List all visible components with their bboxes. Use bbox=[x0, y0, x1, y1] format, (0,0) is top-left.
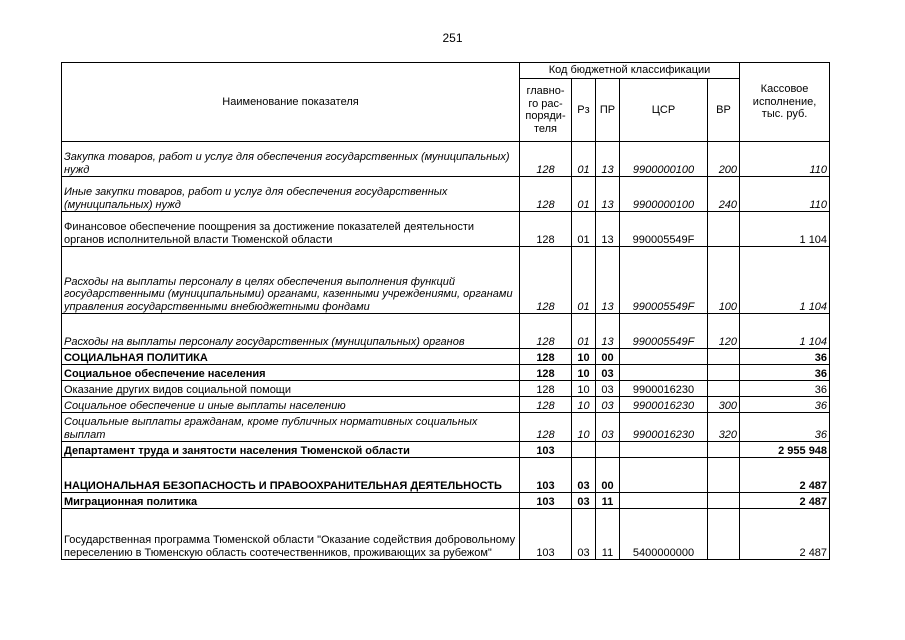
cell-glavny: 128 bbox=[520, 381, 572, 397]
cell-name: Расходы на выплаты персоналу государственных (муниципальных) органов bbox=[62, 314, 520, 349]
cell-vr bbox=[708, 381, 740, 397]
cell-rz: 01 bbox=[572, 314, 596, 349]
cell-rz: 10 bbox=[572, 397, 596, 413]
table-row bbox=[62, 381, 830, 397]
cell-pr: 00 bbox=[596, 458, 620, 493]
cell-rz: 01 bbox=[572, 142, 596, 177]
cell-amount: 2 487 bbox=[740, 458, 830, 493]
cell-csr: 5400000000 bbox=[620, 509, 708, 560]
cell-rz: 03 bbox=[572, 509, 596, 560]
cell-glavny: 128 bbox=[520, 365, 572, 381]
cell-pr: 13 bbox=[596, 212, 620, 247]
cell-name: Социальное обеспечение и иные выплаты населению bbox=[62, 397, 520, 413]
cell-rz bbox=[572, 442, 596, 458]
cell-pr: 13 bbox=[596, 177, 620, 212]
table-row bbox=[62, 142, 830, 177]
cell-vr bbox=[708, 509, 740, 560]
cell-pr: 03 bbox=[596, 413, 620, 442]
page-number: 251 bbox=[442, 31, 463, 45]
cell-rz: 10 bbox=[572, 349, 596, 365]
cell-rz: 10 bbox=[572, 381, 596, 397]
cell-amount: 36 bbox=[740, 381, 830, 397]
cell-pr bbox=[596, 442, 620, 458]
cell-vr: 240 bbox=[708, 177, 740, 212]
cell-pr: 03 bbox=[596, 397, 620, 413]
cell-name: Государственная программа Тюменской области "Оказание содействия добровольному переселению в Тюменскую область соотечественников, проживающих за рубежом" bbox=[62, 509, 520, 560]
cell-csr bbox=[620, 458, 708, 493]
cell-rz: 01 bbox=[572, 212, 596, 247]
cell-pr: 00 bbox=[596, 349, 620, 365]
cell-amount: 2 487 bbox=[740, 509, 830, 560]
budget-table bbox=[61, 62, 830, 560]
cell-glavny: 128 bbox=[520, 212, 572, 247]
table-row bbox=[62, 397, 830, 413]
header-pr: ПР bbox=[596, 79, 620, 142]
cell-glavny: 128 bbox=[520, 349, 572, 365]
cell-vr bbox=[708, 458, 740, 493]
cell-csr: 9900016230 bbox=[620, 397, 708, 413]
header-vr: ВР bbox=[708, 79, 740, 142]
cell-glavny: 128 bbox=[520, 142, 572, 177]
cell-amount: 110 bbox=[740, 177, 830, 212]
header-code-group: Код бюджетной классификации bbox=[520, 63, 740, 79]
cell-amount: 36 bbox=[740, 413, 830, 442]
cell-glavny: 103 bbox=[520, 458, 572, 493]
cell-name: Социальное обеспечение населения bbox=[62, 365, 520, 381]
cell-pr: 13 bbox=[596, 142, 620, 177]
cell-csr: 9900016230 bbox=[620, 381, 708, 397]
cell-pr: 03 bbox=[596, 381, 620, 397]
cell-csr bbox=[620, 493, 708, 509]
header-csr: ЦСР bbox=[620, 79, 708, 142]
cell-glavny: 103 bbox=[520, 442, 572, 458]
table-row bbox=[62, 365, 830, 381]
table-row bbox=[62, 413, 830, 442]
cell-csr: 990005549F bbox=[620, 212, 708, 247]
cell-glavny: 128 bbox=[520, 413, 572, 442]
cell-vr bbox=[708, 493, 740, 509]
cell-csr: 9900000100 bbox=[620, 177, 708, 212]
cell-rz: 10 bbox=[572, 413, 596, 442]
cell-csr: 990005549F bbox=[620, 314, 708, 349]
cell-vr bbox=[708, 442, 740, 458]
table-row bbox=[62, 349, 830, 365]
cell-csr bbox=[620, 349, 708, 365]
cell-vr: 300 bbox=[708, 397, 740, 413]
cell-rz: 01 bbox=[572, 247, 596, 314]
cell-name: СОЦИАЛЬНАЯ ПОЛИТИКА bbox=[62, 349, 520, 365]
cell-rz: 03 bbox=[572, 458, 596, 493]
cell-pr: 13 bbox=[596, 314, 620, 349]
table-row bbox=[62, 442, 830, 458]
cell-amount: 1 104 bbox=[740, 314, 830, 349]
cell-csr bbox=[620, 442, 708, 458]
cell-rz: 01 bbox=[572, 177, 596, 212]
header-glavny: главно-го рас-поряди-теля bbox=[520, 79, 572, 142]
cell-glavny: 128 bbox=[520, 247, 572, 314]
cell-rz: 03 bbox=[572, 493, 596, 509]
cell-csr: 9900000100 bbox=[620, 142, 708, 177]
cell-csr: 9900016230 bbox=[620, 413, 708, 442]
cell-amount: 2 487 bbox=[740, 493, 830, 509]
table-row bbox=[62, 177, 830, 212]
cell-amount: 110 bbox=[740, 142, 830, 177]
cell-glavny: 128 bbox=[520, 314, 572, 349]
cell-amount: 36 bbox=[740, 349, 830, 365]
cell-glavny: 128 bbox=[520, 397, 572, 413]
table-row bbox=[62, 314, 830, 349]
cell-vr: 200 bbox=[708, 142, 740, 177]
cell-vr: 100 bbox=[708, 247, 740, 314]
cell-name: Финансовое обеспечение поощрения за достижение показателей деятельности органов исполнительной власти Тюменской области bbox=[62, 212, 520, 247]
cell-glavny: 103 bbox=[520, 493, 572, 509]
cell-rz: 10 bbox=[572, 365, 596, 381]
cell-name: Социальные выплаты гражданам, кроме публичных нормативных социальных выплат bbox=[62, 413, 520, 442]
cell-vr: 120 bbox=[708, 314, 740, 349]
cell-pr: 11 bbox=[596, 509, 620, 560]
cell-name: Миграционная политика bbox=[62, 493, 520, 509]
cell-csr bbox=[620, 365, 708, 381]
header-rz: Рз bbox=[572, 79, 596, 142]
cell-amount: 36 bbox=[740, 365, 830, 381]
cell-csr: 990005549F bbox=[620, 247, 708, 314]
cell-amount: 2 955 948 bbox=[740, 442, 830, 458]
cell-amount: 1 104 bbox=[740, 212, 830, 247]
cell-vr bbox=[708, 349, 740, 365]
cell-name: НАЦИОНАЛЬНАЯ БЕЗОПАСНОСТЬ И ПРАВООХРАНИТЕЛЬНАЯ ДЕЯТЕЛЬНОСТЬ bbox=[62, 458, 520, 493]
cell-name: Департамент труда и занятости населения Тюменской области bbox=[62, 442, 520, 458]
cell-amount: 1 104 bbox=[740, 247, 830, 314]
table-row bbox=[62, 458, 830, 493]
header-amount: Кассовое исполнение, тыс. руб. bbox=[740, 63, 830, 142]
table-row bbox=[62, 493, 830, 509]
cell-vr bbox=[708, 212, 740, 247]
cell-pr: 11 bbox=[596, 493, 620, 509]
table-body bbox=[62, 142, 830, 560]
cell-name: Закупка товаров, работ и услуг для обеспечения государственных (муниципальных) нужд bbox=[62, 142, 520, 177]
cell-vr: 320 bbox=[708, 413, 740, 442]
cell-pr: 03 bbox=[596, 365, 620, 381]
cell-pr: 13 bbox=[596, 247, 620, 314]
cell-glavny: 128 bbox=[520, 177, 572, 212]
cell-name: Расходы на выплаты персоналу в целях обеспечения выполнения функций государственными (муниципальными) органами, казенными учреждениями, органами управления государственными внебюджетными фондами bbox=[62, 247, 520, 314]
header-name: Наименование показателя bbox=[62, 63, 520, 142]
cell-name: Оказание других видов социальной помощи bbox=[62, 381, 520, 397]
table-row bbox=[62, 212, 830, 247]
cell-amount: 36 bbox=[740, 397, 830, 413]
cell-glavny: 103 bbox=[520, 509, 572, 560]
cell-vr bbox=[708, 365, 740, 381]
table-row bbox=[62, 247, 830, 314]
table-row bbox=[62, 509, 830, 560]
cell-name: Иные закупки товаров, работ и услуг для обеспечения государственных (муниципальных) нужд bbox=[62, 177, 520, 212]
